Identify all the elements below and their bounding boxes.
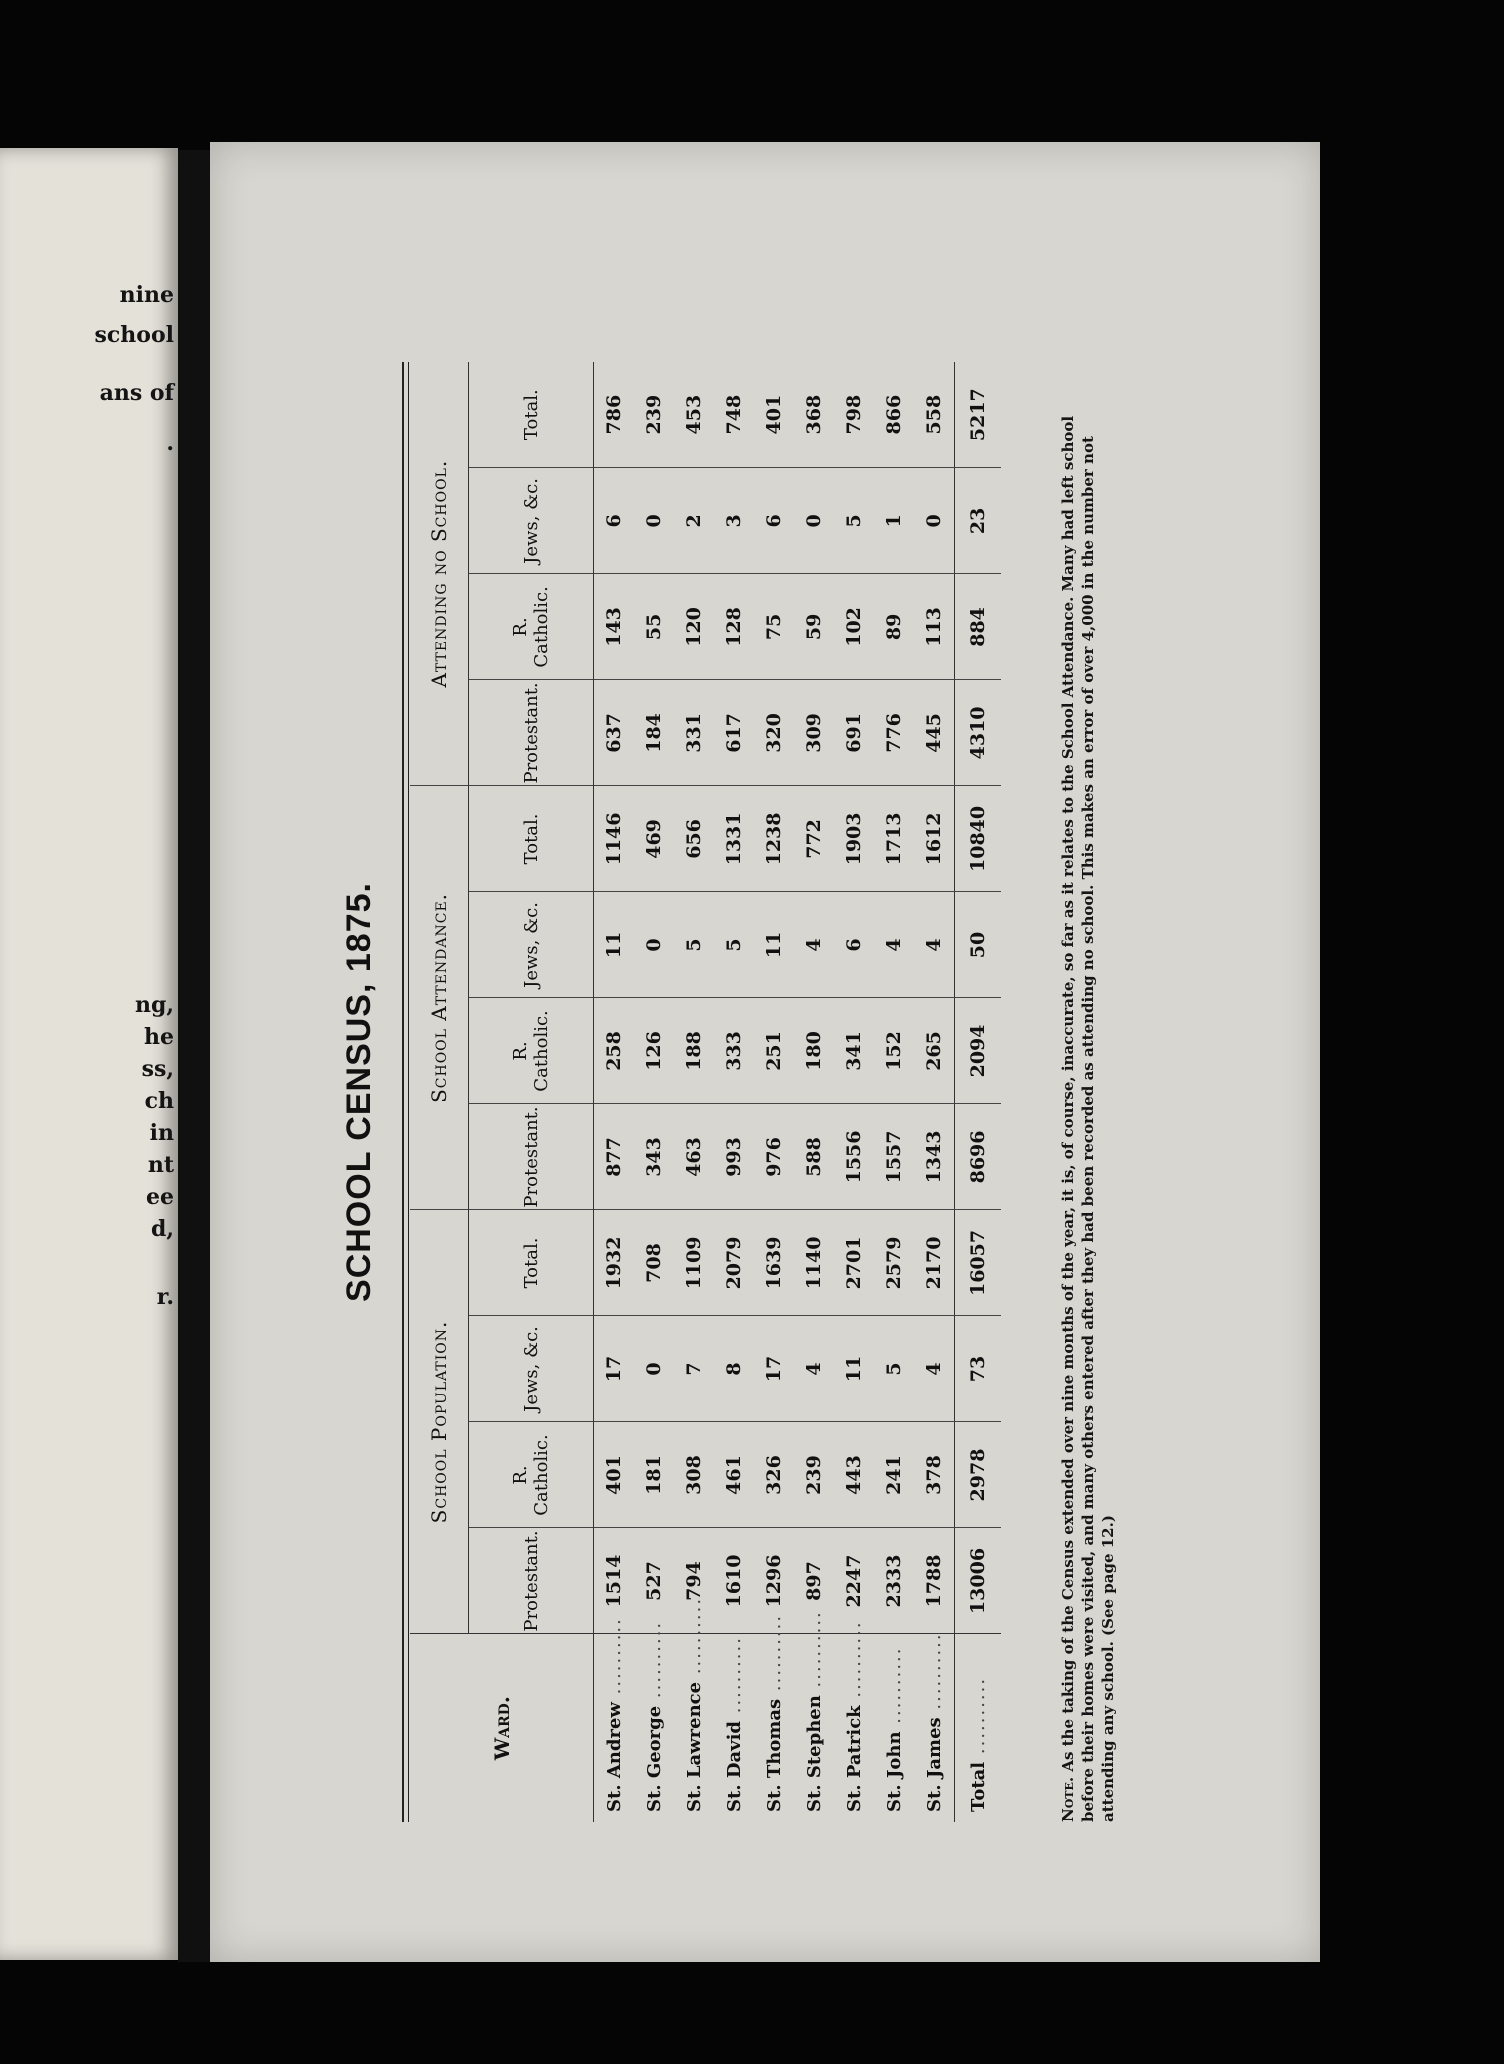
leader-dots: .......... bbox=[643, 1620, 665, 1706]
leader-dots: .......... bbox=[967, 1676, 989, 1762]
table-cell-att-2: 6 bbox=[834, 892, 874, 998]
table-cell-no-0: 309 bbox=[794, 680, 834, 786]
table-cell-no-3: 786 bbox=[594, 362, 635, 468]
left-page-text-fragment: . bbox=[166, 430, 174, 456]
table-cell-no-0: 691 bbox=[834, 680, 874, 786]
table-cell-att-0: 1343 bbox=[914, 1104, 955, 1210]
leader-dots: .......... bbox=[883, 1646, 905, 1732]
footnote-label: Note. bbox=[1059, 1776, 1077, 1822]
table-cell-att-1: 341 bbox=[834, 998, 874, 1104]
table-cell-pop-2: 4 bbox=[914, 1316, 955, 1422]
table-cell-no-1: 884 bbox=[955, 574, 1002, 680]
leader-dots: .......... bbox=[763, 1613, 785, 1699]
table-cell-pop-1: 241 bbox=[874, 1422, 914, 1528]
group-header-attendance: School Attendance. bbox=[410, 786, 469, 1210]
table-cell-att-0: 588 bbox=[794, 1104, 834, 1210]
table-cell-pop-3: 16057 bbox=[955, 1210, 1002, 1316]
table-cell-pop-3: 2170 bbox=[914, 1210, 955, 1316]
table-cell-att-1: 2094 bbox=[955, 998, 1002, 1104]
table-cell-no-2: 1 bbox=[874, 468, 914, 574]
leader-dots: .......... bbox=[843, 1620, 865, 1706]
ward-name bbox=[754, 1613, 794, 1822]
table-cell-pop-3: 2079 bbox=[714, 1210, 754, 1316]
table-cell-pop-3: 2701 bbox=[834, 1210, 874, 1316]
page-title: SCHOOL CENSUS, 1875. bbox=[340, 882, 378, 1302]
ward-name bbox=[794, 1610, 834, 1822]
rule-top-thin bbox=[408, 362, 409, 1822]
table-cell-att-3: 1331 bbox=[714, 786, 754, 892]
table-cell-pop-1: 2978 bbox=[955, 1422, 1002, 1528]
table-cell-att-3: 469 bbox=[634, 786, 674, 892]
table-cell-pop-1: 401 bbox=[594, 1422, 635, 1528]
table-cell-att-2: 5 bbox=[674, 892, 714, 998]
ward-label-text: St. George bbox=[643, 1705, 665, 1812]
table-cell-att-0: 8696 bbox=[955, 1104, 1002, 1210]
table-cell-att-2: 4 bbox=[874, 892, 914, 998]
leader-dots: .......... bbox=[923, 1632, 945, 1718]
ward-name bbox=[874, 1634, 914, 1822]
leader-dots: .......... bbox=[723, 1636, 745, 1721]
table-cell-no-3: 866 bbox=[874, 362, 914, 468]
ward-name bbox=[594, 1617, 635, 1822]
table-cell-no-0: 776 bbox=[874, 680, 914, 786]
table-cell-no-1: 55 bbox=[634, 574, 674, 680]
left-page-text-fragment: ee bbox=[146, 1184, 174, 1210]
left-page-text-fragment: nt bbox=[147, 1152, 174, 1178]
table-cell-no-3: 239 bbox=[634, 362, 674, 468]
table-cell-pop-0: 1514 bbox=[594, 1528, 635, 1634]
table-cell-pop-2: 11 bbox=[834, 1316, 874, 1422]
table-cell-pop-0: 2247 bbox=[834, 1528, 874, 1634]
table-cell-pop-2: 8 bbox=[714, 1316, 754, 1422]
table-cell-att-0: 463 bbox=[674, 1104, 714, 1210]
table-cell-no-2: 0 bbox=[634, 468, 674, 574]
ward-name bbox=[914, 1634, 955, 1822]
census-table-body bbox=[594, 362, 1002, 1822]
ward-name bbox=[634, 1620, 674, 1822]
table-cell-pop-2: 17 bbox=[754, 1316, 794, 1422]
table-cell-pop-0: 13006 bbox=[955, 1528, 1002, 1634]
table-cell-att-1: 265 bbox=[914, 998, 955, 1104]
table-cell-no-2: 0 bbox=[914, 468, 955, 574]
table-cell-att-1: 180 bbox=[794, 998, 834, 1104]
table-cell-att-0: 877 bbox=[594, 1104, 635, 1210]
left-page-text-fragment: nine bbox=[119, 282, 174, 308]
census-table bbox=[410, 362, 1001, 1822]
table-cell-pop-2: 73 bbox=[955, 1316, 1002, 1422]
table-cell-no-1: 89 bbox=[874, 574, 914, 680]
table-cell-no-2: 0 bbox=[794, 468, 834, 574]
table-cell-no-0: 445 bbox=[914, 680, 955, 786]
table-cell-pop-2: 7 bbox=[674, 1316, 714, 1422]
table-cell-att-0: 1556 bbox=[834, 1104, 874, 1210]
book-gutter bbox=[178, 150, 210, 1962]
table-row bbox=[914, 362, 955, 1822]
rule-top bbox=[402, 362, 404, 1822]
table-row bbox=[794, 362, 834, 1822]
left-page-text-fragment: ans of bbox=[99, 380, 174, 406]
table-cell-att-2: 11 bbox=[594, 892, 635, 998]
table-cell-att-0: 976 bbox=[754, 1104, 794, 1210]
table-cell-att-3: 1612 bbox=[914, 786, 955, 892]
ward-name bbox=[834, 1620, 874, 1822]
table-cell-no-2: 6 bbox=[754, 468, 794, 574]
table-cell-pop-0: 897 bbox=[794, 1528, 834, 1634]
table-cell-pop-1: 326 bbox=[754, 1422, 794, 1528]
group-header-population: School Population. bbox=[410, 1210, 469, 1634]
table-cell-no-2: 2 bbox=[674, 468, 714, 574]
left-page-text-fragment: in bbox=[149, 1120, 174, 1146]
table-cell-att-1: 152 bbox=[874, 998, 914, 1104]
table-cell-att-3: 10840 bbox=[955, 786, 1002, 892]
table-cell-pop-2: 4 bbox=[794, 1316, 834, 1422]
table-cell-pop-2: 5 bbox=[874, 1316, 914, 1422]
table-cell-pop-2: 0 bbox=[634, 1316, 674, 1422]
left-page-text-fragment: he bbox=[144, 1024, 174, 1050]
table-cell-att-0: 1557 bbox=[874, 1104, 914, 1210]
table-row bbox=[714, 362, 754, 1822]
col-header-catholic: R. Catholic. bbox=[469, 998, 594, 1104]
table-cell-no-3: 748 bbox=[714, 362, 754, 468]
table-cell-pop-0: 1788 bbox=[914, 1528, 955, 1634]
table-row bbox=[634, 362, 674, 1822]
ward-label-text: St. Stephen bbox=[803, 1695, 825, 1812]
left-page-text-fragment: ng, bbox=[134, 992, 174, 1018]
col-header-protestant: Protestant. bbox=[469, 1104, 594, 1210]
table-row bbox=[594, 362, 635, 1822]
table-cell-no-1: 113 bbox=[914, 574, 955, 680]
left-page-text-fragment: d, bbox=[150, 1216, 174, 1242]
col-header-jews: Jews, &c. bbox=[469, 892, 594, 998]
footnote-text: As the taking of the Census extended over nine months of the year, it is, of course, inaccurate, so far as it relates to the School Attendance. Many had left school before their homes were visited, and many others entered after they had been recorded as attending no school. This makes an error of over 4,000 in the number not attending any school. (See page 12.) bbox=[1059, 415, 1117, 1822]
table-cell-no-0: 184 bbox=[634, 680, 674, 786]
leader-dots: .......... bbox=[683, 1596, 705, 1682]
table-cell-no-1: 59 bbox=[794, 574, 834, 680]
table-cell-no-1: 102 bbox=[834, 574, 874, 680]
table-cell-att-2: 4 bbox=[914, 892, 955, 998]
table-row bbox=[754, 362, 794, 1822]
table-cell-att-2: 5 bbox=[714, 892, 754, 998]
ward-label-text: St. Lawrence bbox=[683, 1681, 705, 1812]
table-cell-att-3: 772 bbox=[794, 786, 834, 892]
table-cell-pop-3: 1140 bbox=[794, 1210, 834, 1316]
table-cell-pop-3: 1109 bbox=[674, 1210, 714, 1316]
left-page-text-fragment: ss, bbox=[141, 1056, 174, 1082]
table-cell-no-0: 320 bbox=[754, 680, 794, 786]
table-cell-att-2: 50 bbox=[955, 892, 1002, 998]
table-cell-pop-0: 1296 bbox=[754, 1528, 794, 1634]
table-cell-no-0: 637 bbox=[594, 680, 635, 786]
table-cell-no-0: 4310 bbox=[955, 680, 1002, 786]
table-cell-att-1: 251 bbox=[754, 998, 794, 1104]
table-cell-att-3: 1238 bbox=[754, 786, 794, 892]
table-cell-att-3: 1713 bbox=[874, 786, 914, 892]
col-header-total: Total. bbox=[469, 786, 594, 892]
table-cell-att-1: 258 bbox=[594, 998, 635, 1104]
table-cell-no-0: 617 bbox=[714, 680, 754, 786]
table-cell-att-2: 4 bbox=[794, 892, 834, 998]
col-header-protestant: Protestant. bbox=[469, 1528, 594, 1634]
table-cell-no-3: 558 bbox=[914, 362, 955, 468]
table-cell-pop-2: 17 bbox=[594, 1316, 635, 1422]
rotated-table-content bbox=[320, 262, 1120, 1822]
table-cell-no-2: 23 bbox=[955, 468, 1002, 574]
total-label bbox=[955, 1634, 1002, 1822]
col-header-jews: Jews, &c. bbox=[469, 468, 594, 574]
table-cell-no-2: 6 bbox=[594, 468, 635, 574]
table-cell-no-3: 401 bbox=[754, 362, 794, 468]
left-page-text-fragment: school bbox=[94, 322, 174, 348]
table-cell-att-3: 1146 bbox=[594, 786, 635, 892]
ward-label-text: Total bbox=[967, 1761, 989, 1812]
table-cell-pop-1: 443 bbox=[834, 1422, 874, 1528]
ward-label-text: St. David bbox=[723, 1720, 745, 1812]
table-cell-att-1: 126 bbox=[634, 998, 674, 1104]
table-row bbox=[674, 362, 714, 1822]
table-cell-no-2: 5 bbox=[834, 468, 874, 574]
table-row bbox=[834, 362, 874, 1822]
table-cell-att-0: 343 bbox=[634, 1104, 674, 1210]
ward-label-text: St. Patrick bbox=[843, 1705, 865, 1812]
ward-label-text: St. James bbox=[923, 1717, 945, 1812]
table-cell-att-3: 656 bbox=[674, 786, 714, 892]
table-cell-pop-1: 378 bbox=[914, 1422, 955, 1528]
ward-label-text: St. Thomas bbox=[763, 1698, 785, 1812]
table-cell-no-3: 453 bbox=[674, 362, 714, 468]
table-cell-no-1: 120 bbox=[674, 574, 714, 680]
table-cell-pop-3: 1932 bbox=[594, 1210, 635, 1316]
ward-name bbox=[714, 1634, 754, 1822]
table-cell-no-2: 3 bbox=[714, 468, 754, 574]
ward-name bbox=[674, 1596, 714, 1822]
table-cell-pop-1: 181 bbox=[634, 1422, 674, 1528]
ward-column-header: Ward. bbox=[410, 1634, 594, 1822]
col-header-total: Total. bbox=[469, 362, 594, 468]
col-header-catholic: R. Catholic. bbox=[469, 1422, 594, 1528]
ward-label-text: St. Andrew bbox=[603, 1702, 625, 1812]
col-header-total: Total. bbox=[469, 1210, 594, 1316]
table-cell-pop-3: 2579 bbox=[874, 1210, 914, 1316]
footnote bbox=[1058, 362, 1118, 1822]
leader-dots: .......... bbox=[803, 1610, 825, 1696]
left-facing-page bbox=[0, 148, 178, 1960]
ward-label-text: St. John bbox=[883, 1731, 905, 1812]
table-cell-pop-1: 239 bbox=[794, 1422, 834, 1528]
col-header-protestant: Protestant. bbox=[469, 680, 594, 786]
table-cell-no-3: 368 bbox=[794, 362, 834, 468]
table-cell-att-3: 1903 bbox=[834, 786, 874, 892]
col-header-catholic: R. Catholic. bbox=[469, 574, 594, 680]
group-header-no-school: Attending no School. bbox=[410, 362, 469, 786]
left-page-text-fragment: ch bbox=[144, 1088, 174, 1114]
table-cell-pop-1: 461 bbox=[714, 1422, 754, 1528]
table-cell-no-1: 128 bbox=[714, 574, 754, 680]
left-page-text-fragment: r. bbox=[156, 1284, 174, 1310]
total-row bbox=[955, 362, 1002, 1822]
table-cell-pop-3: 1639 bbox=[754, 1210, 794, 1316]
table-cell-no-1: 143 bbox=[594, 574, 635, 680]
leader-dots: .......... bbox=[603, 1617, 625, 1703]
table-cell-att-0: 993 bbox=[714, 1104, 754, 1210]
table-cell-att-2: 11 bbox=[754, 892, 794, 998]
table-cell-att-1: 333 bbox=[714, 998, 754, 1104]
table-row bbox=[874, 362, 914, 1822]
table-cell-no-3: 798 bbox=[834, 362, 874, 468]
table-cell-pop-0: 527 bbox=[634, 1528, 674, 1634]
table-cell-pop-1: 308 bbox=[674, 1422, 714, 1528]
table-cell-no-0: 331 bbox=[674, 680, 714, 786]
table-cell-pop-0: 1610 bbox=[714, 1528, 754, 1634]
table-cell-no-3: 5217 bbox=[955, 362, 1002, 468]
table-cell-pop-3: 708 bbox=[634, 1210, 674, 1316]
col-header-jews: Jews, &c. bbox=[469, 1316, 594, 1422]
table-cell-pop-0: 2333 bbox=[874, 1528, 914, 1634]
table-cell-no-1: 75 bbox=[754, 574, 794, 680]
table-cell-att-1: 188 bbox=[674, 998, 714, 1104]
census-page bbox=[210, 142, 1320, 1962]
table-cell-pop-0: 794 bbox=[674, 1528, 714, 1634]
table-cell-att-2: 0 bbox=[634, 892, 674, 998]
